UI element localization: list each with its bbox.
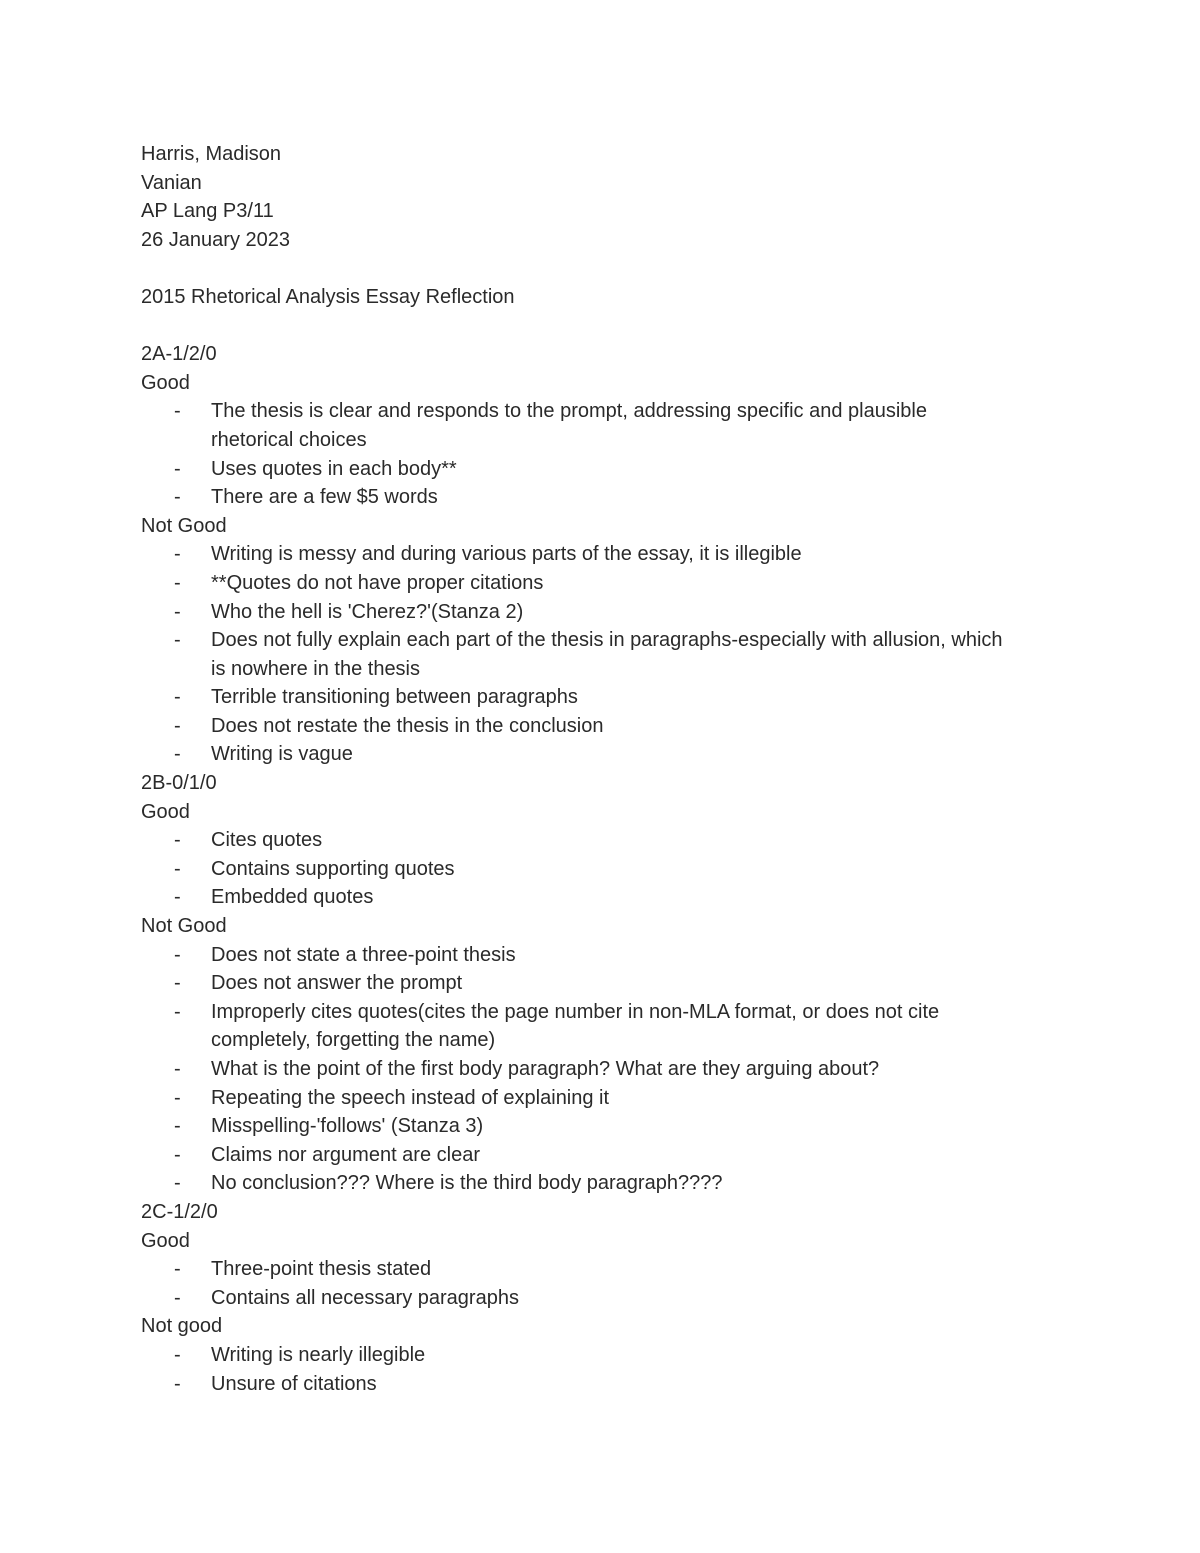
document-date: 26 January 2023: [141, 228, 291, 251]
list-item: [141, 1055, 1011, 1084]
list-item: [141, 855, 1011, 884]
bullet-dash: -: [174, 1172, 181, 1195]
bullet-dash: -: [174, 886, 181, 909]
list-item: [141, 1341, 1011, 1370]
list-item-text: Unsure of citations: [211, 1372, 377, 1395]
student-name: Harris, Madison: [141, 143, 282, 165]
course-name: AP Lang P3/11: [141, 200, 274, 223]
list-item-text: Misspelling-'follows' (Stanza 3): [211, 1115, 484, 1138]
bullet-dash: -: [174, 571, 181, 594]
bullet-dash: -: [174, 1343, 181, 1366]
list-item: [141, 1141, 1011, 1170]
list-item-text: Uses quotes in each body**: [211, 457, 457, 480]
list-item-text: No conclusion??? Where is the third body paragraph????: [211, 1172, 723, 1195]
list-item-text: **Quotes do not have proper citations: [211, 571, 544, 594]
section-heading: 2C-1/2/0: [141, 1200, 218, 1223]
not-good-points-list: [141, 1341, 1041, 1398]
list-item: [141, 1169, 1011, 1198]
bullet-dash: -: [174, 1115, 181, 1138]
essay-section: [141, 340, 1041, 769]
good-points-list: [141, 826, 1041, 912]
sections-container: [141, 340, 1041, 1398]
list-item: [141, 455, 1011, 484]
good-points-list: [141, 397, 1041, 511]
list-item-text: Improperly cites quotes(cites the page number in non-MLA format, or does not cite completely, forgetting the name): [211, 1000, 940, 1052]
list-item: [141, 569, 1011, 598]
list-item: [141, 397, 1011, 454]
list-item-text: Contains supporting quotes: [211, 857, 455, 880]
list-item: [141, 483, 1011, 512]
bullet-dash: -: [174, 829, 181, 852]
list-item-text: Repeating the speech instead of explaining it: [211, 1086, 610, 1109]
bullet-dash: -: [174, 857, 181, 880]
list-item: [141, 1084, 1011, 1113]
bullet-dash: -: [174, 400, 181, 423]
list-item-text: Who the hell is 'Cherez?'(Stanza 2): [211, 600, 524, 623]
bullet-dash: -: [174, 1058, 181, 1080]
not-good-label: Not Good: [141, 915, 227, 938]
list-item-text: Embedded quotes: [211, 886, 374, 909]
document-title: 2015 Rhetorical Analysis Essay Reflection: [141, 285, 515, 308]
list-item: [141, 683, 1011, 712]
not-good-label: Not Good: [141, 514, 227, 537]
list-item-text: Writing is vague: [211, 743, 353, 766]
bullet-dash: -: [174, 1000, 181, 1023]
document-page: [141, 140, 1041, 1398]
list-item: [141, 540, 1011, 569]
bullet-dash: -: [174, 686, 181, 709]
essay-section: [141, 769, 1041, 1198]
bullet-dash: -: [174, 743, 181, 766]
good-points-list: [141, 1255, 1041, 1312]
bullet-dash: -: [174, 486, 181, 509]
list-item-text: Cites quotes: [211, 829, 323, 852]
bullet-dash: -: [174, 972, 181, 995]
spacer: [141, 312, 1041, 341]
not-good-points-list: [141, 540, 1041, 769]
good-label: Good: [141, 371, 190, 394]
bullet-dash: -: [174, 1086, 181, 1109]
teacher-name: Vanian: [141, 171, 202, 194]
bullet-dash: -: [174, 1258, 181, 1281]
list-item: [141, 1255, 1011, 1284]
list-item: [141, 998, 1011, 1055]
section-heading: 2B-0/1/0: [141, 772, 217, 795]
bullet-dash: -: [174, 714, 181, 737]
list-item: [141, 1112, 1011, 1141]
list-item-text: Claims nor argument are clear: [211, 1143, 480, 1166]
list-item-text: Does not restate the thesis in the conclusion: [211, 714, 604, 737]
list-item-text: There are a few $5 words: [211, 486, 438, 509]
bullet-dash: -: [174, 457, 181, 480]
good-label: Good: [141, 1229, 190, 1252]
good-label: Good: [141, 800, 190, 823]
section-heading: 2A-1/2/0: [141, 343, 217, 366]
list-item-text: The thesis is clear and responds to the prompt, addressing specific and plausible rhetorical choices: [211, 400, 927, 451]
list-item-text: Does not answer the prompt: [211, 972, 463, 995]
bullet-dash: -: [174, 600, 181, 623]
bullet-dash: -: [174, 1143, 181, 1166]
essay-section: [141, 1198, 1041, 1398]
not-good-points-list: [141, 941, 1041, 1198]
list-item: [141, 826, 1011, 855]
list-item: [141, 712, 1011, 741]
bullet-dash: -: [174, 629, 181, 652]
bullet-dash: -: [174, 1372, 181, 1395]
list-item: [141, 1284, 1011, 1313]
not-good-label: Not good: [141, 1315, 223, 1338]
list-item-text: Does not state a three-point thesis: [211, 943, 516, 966]
list-item: [141, 941, 1011, 970]
list-item-text: Does not fully explain each part of the thesis in paragraphs-especially with allusion, which is nowhere in the thesis: [211, 629, 1003, 680]
bullet-dash: -: [174, 1286, 181, 1309]
list-item: [141, 740, 1011, 769]
list-item: [141, 626, 1011, 683]
list-item-text: Contains all necessary paragraphs: [211, 1286, 519, 1309]
bullet-dash: -: [174, 543, 181, 566]
list-item: [141, 598, 1011, 627]
list-item-text: What is the point of the first body paragraph? What are they arguing about?: [211, 1058, 880, 1080]
list-item: [141, 969, 1011, 998]
list-item-text: Three-point thesis stated: [211, 1258, 432, 1281]
spacer: [141, 254, 1041, 283]
list-item-text: Writing is nearly illegible: [211, 1343, 426, 1366]
bullet-dash: -: [174, 943, 181, 966]
list-item-text: Writing is messy and during various parts of the essay, it is illegible: [211, 543, 802, 566]
list-item: [141, 1370, 1011, 1399]
list-item-text: Terrible transitioning between paragraphs: [211, 686, 578, 709]
list-item: [141, 883, 1011, 912]
